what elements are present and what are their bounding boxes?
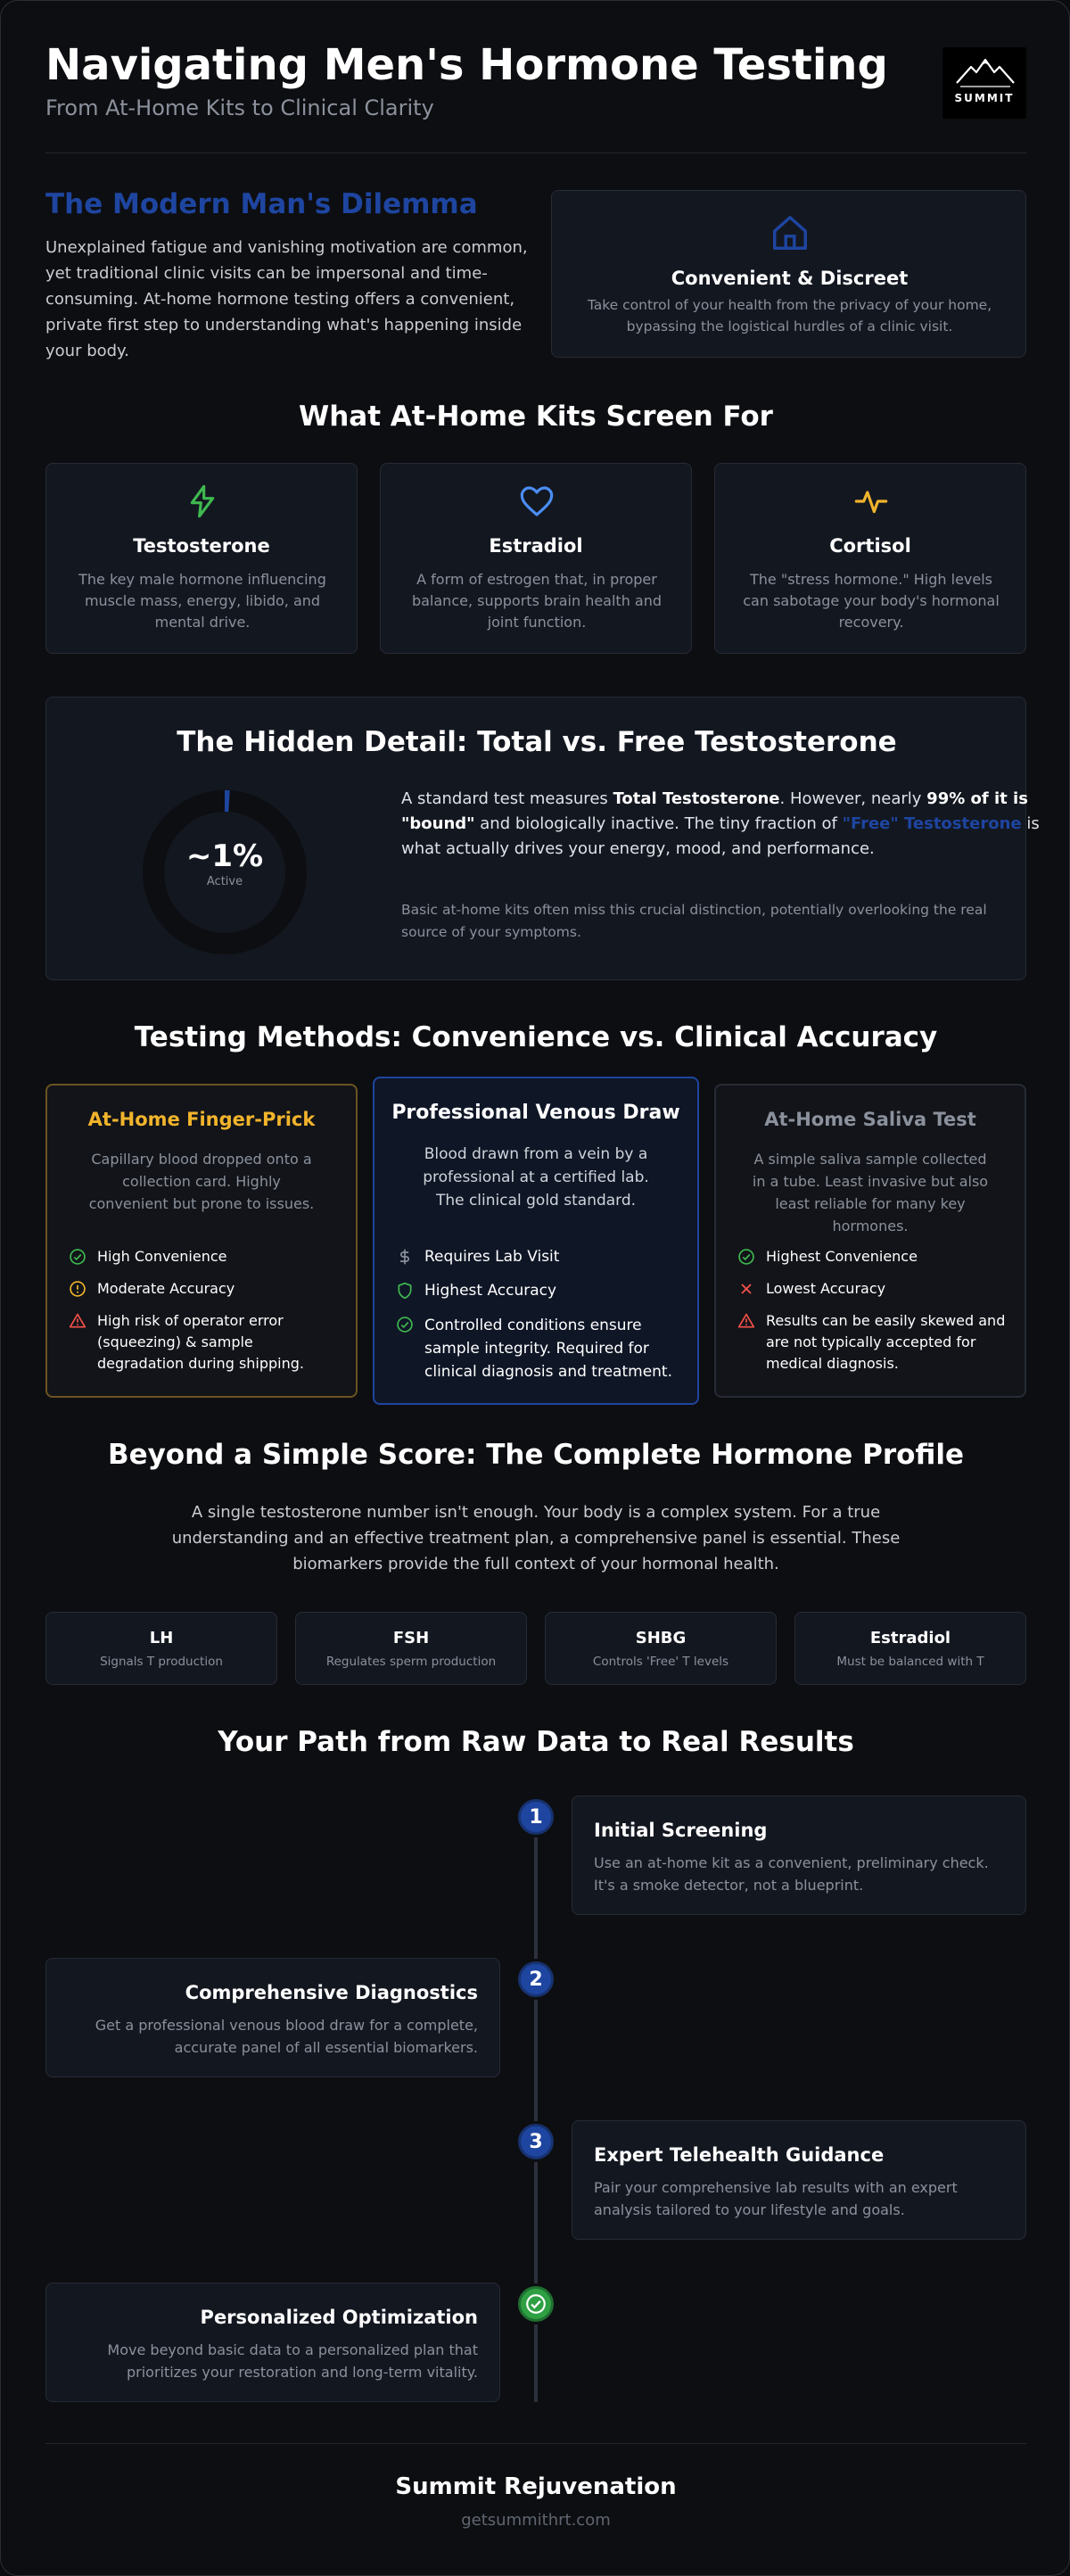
x-icon [737,1280,755,1298]
step-desc: Pair your comprehensive lab results with an expert analysis tailored to your lifestyle and goals. [594,2179,958,2218]
biomarker-card-estradiol [794,1612,1026,1685]
method-row-text: Controlled conditions ensure sample integrity. Required for clinical diagnosis and treatment. [424,1317,672,1381]
free-testosterone-text: "Free" Testosterone [842,814,1022,833]
method-card-venous-draw [373,1077,699,1405]
screen-title: Testosterone [133,535,270,557]
screen-desc: The "stress hormone." High levels can sabotage your body's hormonal recovery. [743,571,1000,631]
shield-icon [396,1282,414,1300]
footer-divider [45,2443,1026,2444]
text: is what actually drives your energy, mood, and performance. [401,814,1040,858]
step-complete-marker [518,2286,554,2322]
check-circle-icon [737,1248,755,1266]
method-row-text: Lowest Accuracy [766,1280,886,1297]
biomarker-desc: Must be balanced with T [836,1655,984,1669]
text: . However, nearly [779,789,927,808]
method-title: At-Home Finger-Prick [87,1109,316,1130]
hidden-heading: The Hidden Detail: Total vs. Free Testosterone [177,726,897,758]
method-row [737,1246,1007,1267]
method-row [737,1278,1007,1300]
warning-triangle-icon [69,1312,86,1330]
card-desc: Take control of your health from the privacy of your home, bypassing the logistical hurdles of a clinic visit. [587,297,992,334]
dilemma-title: The Modern Man's Dilemma [45,188,478,220]
convenient-discreet-card [551,190,1026,358]
check-circle-icon [524,2292,547,2316]
step-desc: Get a professional venous blood draw for a complete, accurate panel of all essential biomarkers. [95,2017,478,2056]
summit-logo [942,47,1026,119]
biomarker-name: LH [149,1629,174,1647]
methods-heading: Testing Methods: Convenience vs. Clinical Accuracy [134,1021,938,1053]
screen-desc: A form of estrogen that, in proper balance, supports brain health and joint function. [411,571,663,631]
screen-title: Estradiol [489,535,583,557]
step-desc: Use an at-home kit as a convenient, preliminary check. It's a smoke detector, not a blueprint. [594,1854,989,1894]
card-title: Convenient & Discreet [671,268,909,289]
method-row [69,1278,338,1300]
method-row-text: Highest Convenience [766,1248,918,1265]
step-number: 2 [518,1961,554,1997]
method-row [396,1246,679,1267]
logo-text: SUMMIT [954,92,1015,104]
step-number: 3 [518,2124,554,2159]
method-row-text: Results can be easily skewed and are not typically accepted for medical diagnosis. [766,1312,1006,1372]
biomarker-desc: Controls 'Free' T levels [592,1655,729,1669]
text: and biologically inactive. The tiny fraction of [474,814,843,833]
step-card-telehealth [572,2120,1026,2240]
step-card-initial-screening [572,1796,1026,1915]
step-card-comprehensive-diagnostics [45,1958,500,2077]
method-card-saliva [714,1084,1026,1398]
biomarker-card-shbg [545,1612,777,1685]
method-card-finger-prick [45,1084,358,1398]
hidden-detail-card [45,697,1040,980]
text: A standard test measures [401,789,613,808]
method-row-text: Moderate Accuracy [97,1280,235,1297]
step-card-personalized-optimization [45,2283,500,2402]
profile-body: A single testosterone number isn't enough. Your body is a complex system. For a true understanding and an effective treatment plan, a comprehensive panel is essential. These biomarkers provide the full context of your hormonal health. [171,1503,901,1573]
mountain-icon [942,47,1026,92]
method-row [396,1314,679,1383]
check-circle-icon [396,1316,414,1333]
footer-brand: Summit Rejuvenation [395,2473,677,2500]
biomarker-card-lh [45,1612,277,1685]
method-row-text: Requires Lab Visit [424,1248,560,1266]
screen-card-cortisol [714,463,1026,654]
screen-desc: The key male hormone influencing muscle mass, energy, libido, and mental drive. [78,571,326,631]
footer-link[interactable]: getsummithrt.com [461,2511,611,2530]
step-number: 1 [518,1799,554,1835]
profile-heading: Beyond a Simple Score: The Complete Hormone Profile [107,1439,965,1471]
lightning-icon [185,483,220,519]
biomarker-name: SHBG [635,1629,687,1647]
page-subtitle: From At-Home Kits to Clinical Clarity [45,95,434,120]
heart-icon [519,483,555,519]
biomarker-card-fsh [295,1612,527,1685]
screens-heading: What At-Home Kits Screen For [299,400,773,433]
path-heading: Your Path from Raw Data to Real Results [218,1726,854,1758]
home-icon [770,212,811,253]
method-title: At-Home Saliva Test [764,1109,976,1130]
hidden-note: Basic at-home kits often miss this crucial distinction, potentially overlooking the real source of your symptoms. [401,902,987,940]
method-row-text: High Convenience [97,1248,227,1265]
step-title: Initial Screening [594,1820,768,1841]
biomarker-desc: Signals T production [100,1655,223,1669]
method-title: Professional Venous Draw [391,1102,680,1124]
warning-triangle-icon [737,1312,755,1330]
dilemma-body: Unexplained fatigue and vanishing motivation are common, yet traditional clinic visits can be impersonal and time-consuming. At-home hormone testing offers a convenient, private first step to understanding what's happening inside your body. [45,238,528,360]
total-testosterone-text: Total Testosterone [613,789,780,808]
step-title: Comprehensive Diagnostics [185,1982,478,2003]
step-title: Expert Telehealth Guidance [594,2144,885,2166]
pulse-icon [853,483,889,519]
method-row-text: Highest Accuracy [424,1282,557,1300]
method-desc: Blood drawn from a vein by a professional at a certified lab. The clinical gold standard. [423,1145,649,1210]
page-title: Navigating Men's Hormone Testing [45,40,888,90]
hidden-paragraph [401,787,1043,862]
method-desc: A simple saliva sample collected in a tube. Least invasive but also least reliable for many key hormones. [752,1151,989,1234]
biomarker-name: FSH [392,1629,430,1647]
method-row [69,1310,338,1375]
dollar-icon [396,1248,414,1266]
step-desc: Move beyond basic data to a personalized plan that prioritizes your restoration and long-term vitality. [107,2341,478,2381]
donut-value: ~1% [185,838,264,874]
method-row [69,1246,338,1267]
step-title: Personalized Optimization [200,2307,478,2328]
check-circle-icon [69,1248,86,1266]
donut-caption: Active [206,875,243,888]
screen-title: Cortisol [829,535,911,557]
biomarker-name: Estradiol [869,1629,951,1647]
method-row-text: High risk of operator error (squeezing) & sample degradation during shipping. [97,1312,304,1372]
biomarker-desc: Regulates sperm production [325,1655,497,1669]
method-row [737,1310,1007,1375]
bound-text: 99% of it is "bound" [401,789,1028,833]
method-row [396,1280,679,1301]
alert-circle-icon [69,1280,86,1298]
screen-card-testosterone [45,463,358,654]
method-desc: Capillary blood dropped onto a collection card. Highly convenient but prone to issues. [88,1151,315,1212]
screen-card-estradiol [380,463,692,654]
